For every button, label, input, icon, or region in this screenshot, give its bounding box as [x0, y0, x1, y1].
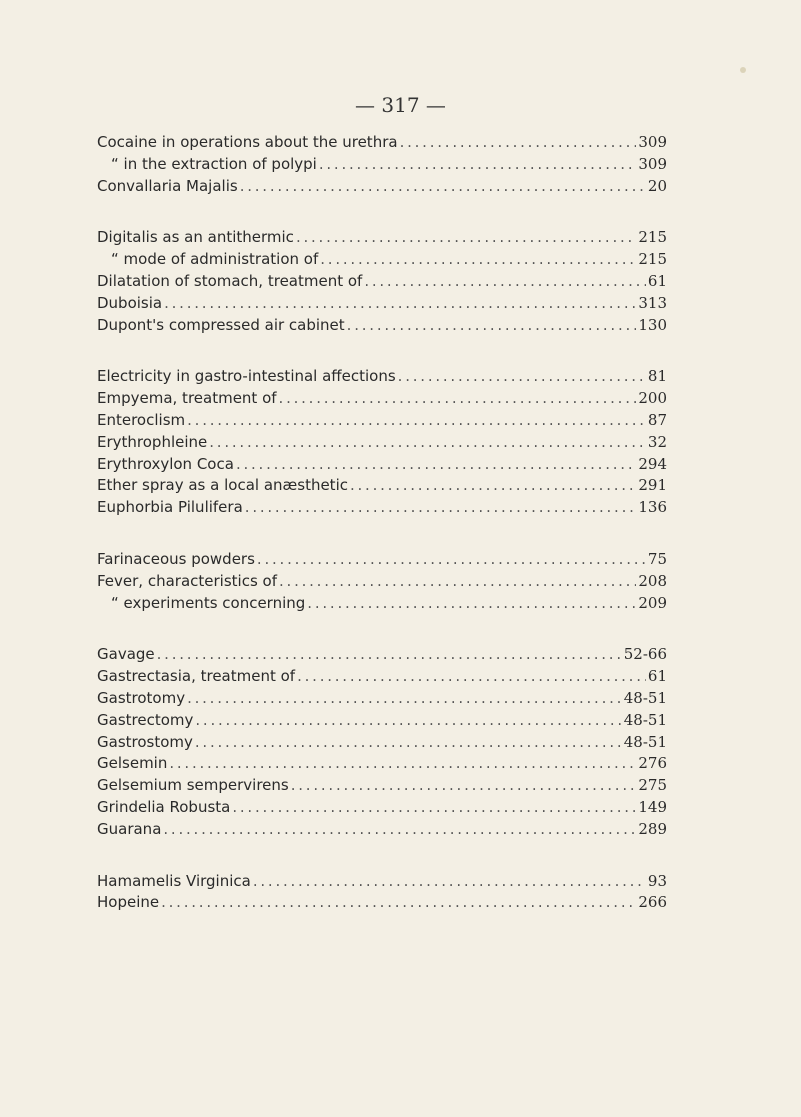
index-page-ref: 81: [647, 367, 667, 386]
index-term: Electricity in gastro-intestinal affections: [97, 367, 396, 386]
index-term: Cocaine in operations about the urethra: [97, 133, 398, 151]
index-list: [97, 132, 667, 944]
index-page-ref: 61: [647, 271, 667, 290]
index-term: Erythrophleine: [97, 432, 208, 451]
index-entry: [97, 388, 667, 410]
index-page-ref: 309: [638, 154, 667, 173]
index-group: [97, 132, 667, 197]
index-term: Gastrostomy: [97, 732, 193, 751]
dot-leader: [187, 410, 646, 432]
index-entry: [97, 293, 667, 315]
index-page-ref: 75: [647, 549, 667, 568]
index-entry: [97, 775, 667, 797]
index-term: Erythroxylon Coca: [97, 454, 234, 473]
dot-leader: [364, 271, 646, 293]
dot-leader: [350, 475, 636, 497]
index-entry: [97, 688, 667, 710]
index-entry: [97, 366, 667, 388]
index-page-ref: 52-66: [623, 645, 667, 664]
paper-speck: [740, 67, 746, 73]
dot-leader: [245, 497, 637, 519]
index-entry: [97, 176, 667, 198]
index-page-ref: 200: [638, 389, 667, 408]
index-term: “ in the extraction of polypi: [111, 154, 317, 173]
page-number: — 317 —: [355, 93, 446, 117]
index-page-ref: 209: [638, 593, 667, 612]
index-term: Gelsemium sempervirens: [97, 776, 289, 795]
dot-leader: [157, 644, 622, 666]
index-page-ref: 208: [638, 571, 667, 590]
index-entry: [97, 227, 667, 249]
index-term: Hamamelis Virginica: [97, 871, 251, 890]
index-term: Hopeine: [97, 893, 160, 912]
index-term: Enteroclism: [97, 410, 186, 429]
dot-leader: [240, 176, 646, 198]
dot-leader: [195, 732, 622, 754]
dot-leader: [307, 593, 636, 615]
index-page-ref: 136: [638, 498, 667, 517]
dot-leader: [400, 132, 637, 154]
index-entry: [97, 753, 667, 775]
index-entry: [97, 666, 667, 688]
dot-leader: [296, 227, 636, 249]
index-entry: [97, 315, 667, 337]
index-page-ref: 93: [647, 871, 667, 890]
dot-leader: [209, 432, 646, 454]
index-group: [97, 227, 667, 336]
index-term: “ mode of administration of: [111, 250, 319, 269]
index-term: Ether spray as a local anæsthetic: [97, 476, 348, 495]
index-page-ref: 61: [647, 667, 667, 686]
index-term: Gelsemin: [97, 754, 168, 773]
dot-leader: [279, 571, 636, 593]
dot-leader: [164, 293, 636, 315]
dot-leader: [319, 154, 637, 176]
index-page-ref: 87: [647, 410, 667, 429]
index-entry: [97, 819, 667, 841]
index-term: Gastrotomy: [97, 688, 186, 707]
dot-leader: [195, 710, 621, 732]
index-term: Duboisia: [97, 293, 163, 312]
dot-leader: [320, 249, 636, 271]
index-page-ref: 215: [638, 250, 667, 269]
dot-leader: [187, 688, 622, 710]
index-term: Gastrectomy: [97, 710, 194, 729]
index-term: Euphorbia Pilulifera: [97, 498, 243, 517]
index-entry: [97, 410, 667, 432]
index-term: Gavage: [97, 645, 155, 664]
dot-leader: [347, 315, 637, 337]
index-entry: [97, 475, 667, 497]
index-page-ref: 215: [638, 228, 667, 247]
dot-leader: [297, 666, 646, 688]
index-page-ref: 48-51: [623, 688, 667, 707]
dot-leader: [161, 892, 636, 914]
index-group: [97, 871, 667, 915]
dot-leader: [236, 454, 636, 476]
index-entry: [97, 710, 667, 732]
index-entry: [97, 549, 667, 571]
index-entry: [97, 732, 667, 754]
index-page-ref: 130: [638, 315, 667, 334]
index-term: Fever, characteristics of: [97, 571, 277, 590]
dot-leader: [232, 797, 636, 819]
dot-leader: [169, 753, 636, 775]
index-entry: [97, 871, 667, 893]
index-page-ref: 276: [638, 754, 667, 773]
dot-leader: [257, 549, 646, 571]
dot-leader: [398, 366, 646, 388]
index-page-ref: 275: [638, 776, 667, 795]
index-entry: [97, 454, 667, 476]
index-entry: [97, 432, 667, 454]
index-group: [97, 366, 667, 519]
index-page-ref: 32: [647, 432, 667, 451]
index-term: Guarana: [97, 819, 162, 838]
index-term: Farinaceous powders: [97, 549, 255, 568]
index-entry: [97, 644, 667, 666]
index-entry: [97, 593, 667, 615]
index-term: Convallaria Majalis: [97, 176, 238, 195]
index-entry: [97, 249, 667, 271]
index-page-ref: 294: [638, 454, 667, 473]
index-entry: [97, 154, 667, 176]
index-entry: [97, 132, 667, 154]
index-term: Dilatation of stomach, treatment of: [97, 271, 363, 290]
index-entry: [97, 892, 667, 914]
index-page-ref: 20: [647, 176, 667, 195]
index-term: Empyema, treatment of: [97, 389, 277, 408]
index-page-ref: 291: [638, 476, 667, 495]
dot-leader: [163, 819, 636, 841]
index-page-ref: 48-51: [623, 732, 667, 751]
index-entry: [97, 497, 667, 519]
index-group: [97, 549, 667, 614]
index-entry: [97, 571, 667, 593]
dot-leader: [253, 871, 646, 893]
index-term: Grindelia Robusta: [97, 797, 231, 816]
index-page-ref: 309: [638, 133, 667, 151]
index-entry: [97, 797, 667, 819]
index-entry: [97, 271, 667, 293]
index-page-ref: 266: [638, 893, 667, 912]
index-term: “ experiments concerning: [111, 593, 306, 612]
dot-leader: [291, 775, 637, 797]
index-page-ref: 48-51: [623, 710, 667, 729]
index-page-ref: 149: [638, 797, 667, 816]
index-term: Digitalis as an antithermic: [97, 228, 294, 247]
index-term: Dupont's compressed air cabinet: [97, 315, 345, 334]
dot-leader: [279, 388, 637, 410]
index-page-ref: 313: [638, 293, 667, 312]
index-group: [97, 644, 667, 840]
index-term: Gastrectasia, treatment of: [97, 667, 296, 686]
index-page-ref: 289: [638, 819, 667, 838]
